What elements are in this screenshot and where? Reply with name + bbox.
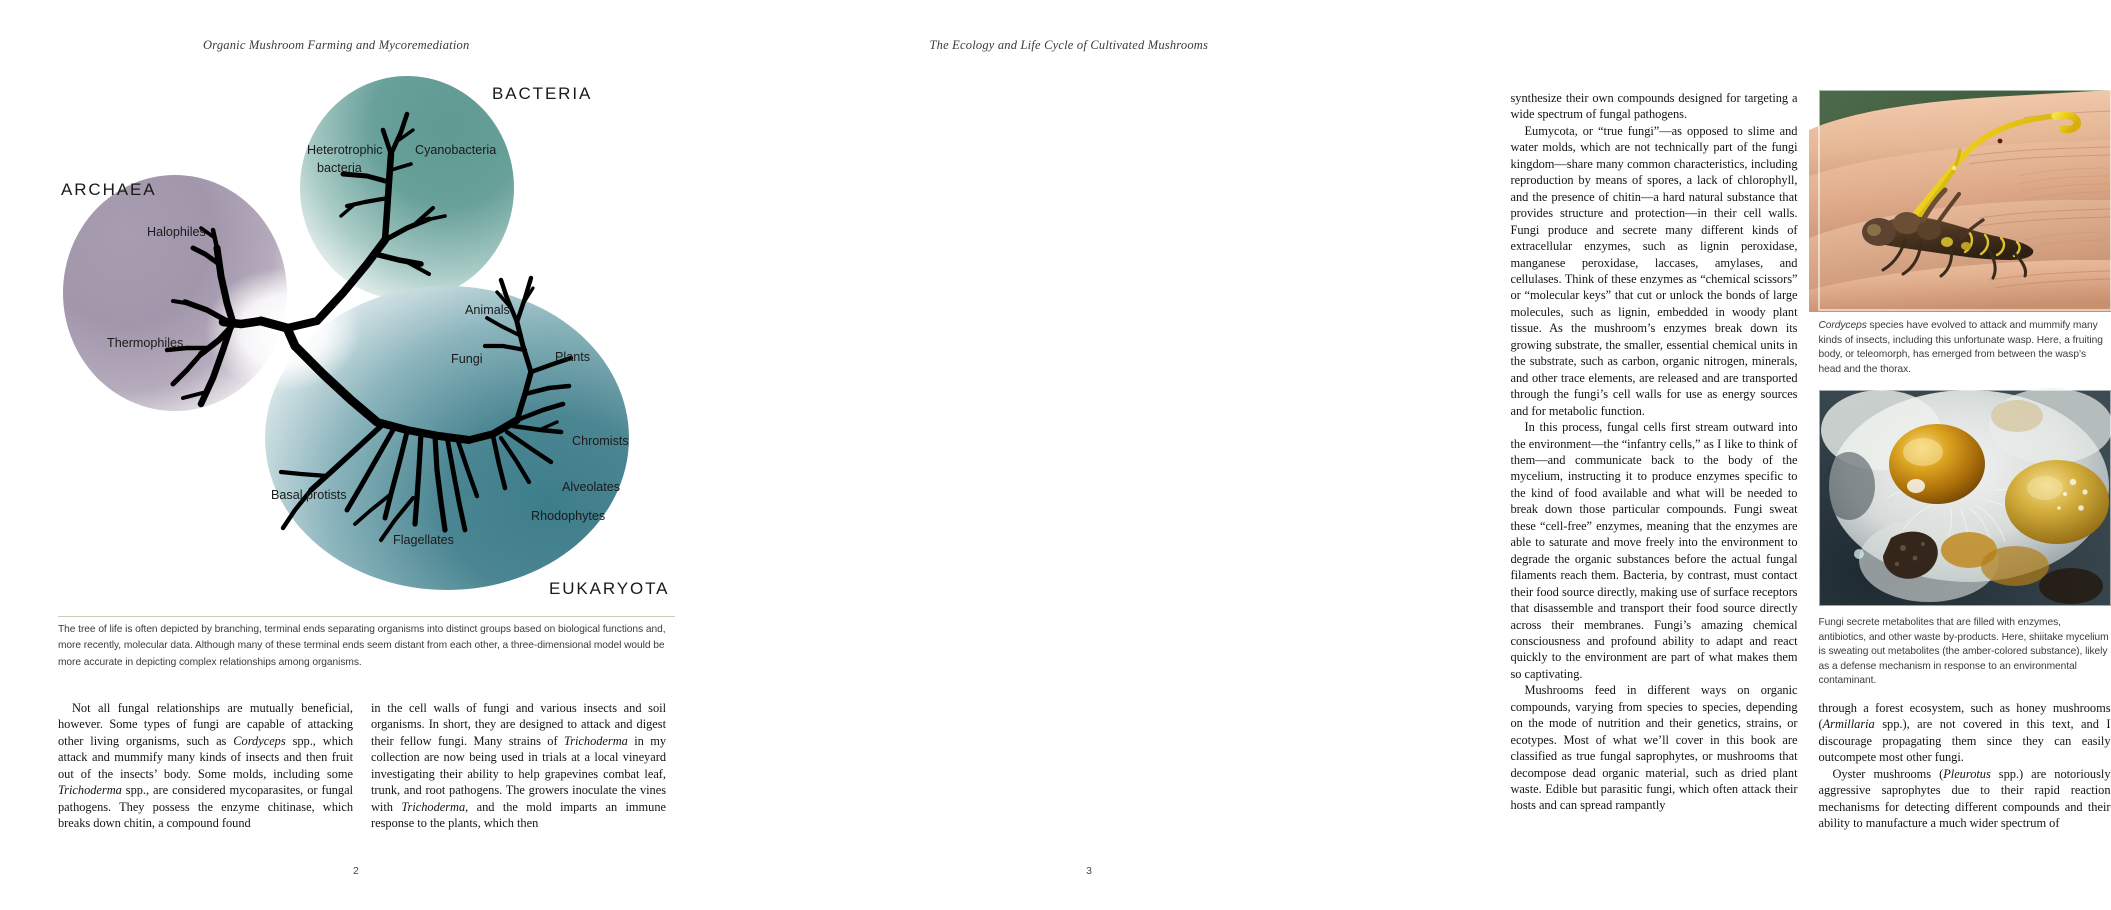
species-name-trichoderma: Trichoderma — [401, 799, 466, 814]
left-page — [0, 0, 723, 910]
page-number-right: 3 — [1086, 865, 1092, 877]
label-thermophiles: Thermophiles — [107, 336, 184, 350]
figure-caption: The tree of life is often depicted by branching, terminal ends separating organisms into distinct groups based on biological functions and, more recently, molecular data. Although many of these terminal ends seem distant from each other, a three-dimensional model would be more accurate in depicting complex relationships among organisms. — [58, 624, 666, 668]
cordyceps-photo-caption — [1819, 319, 2111, 377]
shiitake-metabolite-image — [1819, 390, 2111, 606]
label-alveolates: Alveolates — [562, 480, 621, 494]
species-name-trichoderma: Trichoderma — [58, 783, 122, 798]
label-heterotrophic-bacteria-line2: bacteria — [317, 161, 362, 175]
paragraph: Mushrooms feed in different ways on organic compounds, varying from species to species, depending on the mode of nutrition and their genetics, strains, or ecotypes. Most of what we’ll cover in this book are classified as true fungal saprophytes, or mushrooms that decompose dead organic material, such as dried plant waste. Edible but parasitic fungi, which often attack their hosts and can spread rampantly — [1510, 683, 1798, 813]
label-chromists: Chromists — [572, 434, 629, 448]
right-page-column-1 — [1511, 90, 1798, 814]
right-page-column-2 — [1819, 700, 2111, 832]
text-run: spp.) are notoriously aggressive saprophytes due to their rapid reaction mechanisms for detecting different compounds and their ability to manufacture a much wider spectrum of — [1818, 766, 2111, 831]
label-fungi: Fungi — [451, 352, 483, 366]
text-run: through a forest ecosystem, such as honey mushrooms ( — [1818, 701, 2111, 732]
figure-caption-rule — [58, 616, 675, 617]
label-plants: Plants — [555, 350, 591, 364]
shiitake-photo-caption: Fungi secrete metabolites that are filled with enzymes, antibiotics, and other waste by-products. Here, shiitake mycelium is sweating out metabolites (the amber-colored substance), likely as a defense mechanism in response to an environmental contaminant. — [1818, 617, 2109, 687]
page-number-left: 2 — [353, 865, 359, 877]
text-run: , and the mold imparts an immune response to the plants, which then — [371, 799, 667, 831]
species-name-trichoderma: Trichoderma — [564, 733, 628, 748]
tree-of-life-svg — [55, 78, 675, 598]
label-animals: Animals — [465, 303, 510, 317]
paragraph: synthesize their own compounds designed for targeting a wide spectrum of fungal pathogens. — [1510, 91, 1798, 122]
species-name-armillaria: Armillaria — [1822, 717, 1875, 732]
text-run: spp., are considered mycoparasites, or fungal pathogens. They possess the enzyme chitinase, which breaks down chitin, a compound found — [58, 783, 353, 831]
species-name-cordyceps: Cordyceps — [233, 733, 286, 748]
species-name-pleurotus: Pleurotus — [1943, 766, 1991, 781]
label-flagellates: Flagellates — [393, 533, 454, 547]
cordyceps-wasp-photo — [1819, 90, 2111, 310]
species-name-cordyceps: Cordyceps — [1818, 320, 1867, 331]
tree-of-life-figure — [55, 78, 675, 598]
paragraph: Eumycota, or “true fungi”—as opposed to slime and water molds, which are not technically part of the fungi kingdom—share many common characteristics, including reproduction by means of spores, a lack of chlorophyll, and the presence of chitin—a hard natural substance that provides structure and protection—in their cell walls. Fungi produce and secrete many different kinds of extracellular enzymes, such as lignin peroxidase, manganese peroxidase, laccases, amylases, and cellulases. Think of these enzymes as “chemical scissors” or “molecular keys” that cut or unlock the bonds of large molecules, such as lignin, embedded in woody plant tissue. As the mushroom’s enzymes break down its growing substrate, the smaller, essential chemical units in the substrate, such as carbon, organic nitrogen, minerals, and other trace elements, are released and are transported through the fungi’s cell walls for use as energy sources and for metabolic function. — [1510, 123, 1798, 418]
text-run: spp., which attack and mummify many kinds of insects and then fruit out of the insects’ body. Some molds, including some — [58, 733, 353, 781]
text-run: in the cell walls of fungi and various insects and soil organisms. In short, they are designed to attack and digest their fellow fungi. Many strains of — [371, 701, 666, 748]
paragraph: In this process, fungal cells first stream outward into the environment—the “infantry cells,” as I like to think of them—and communicate back to the body of the mycelium, instructing it to produce enzymes specific to the kind of food available and what will be needed to break down those particular compounds. Fungi sweat these “cell-free” enzymes, meaning that the enzymes are able to saturate and move freely into the environment to degrade the organic substances before the actual fungal filaments reach them. Bacteria, by contrast, must contact their food source directly, making use of surface receptors that disassemble and transport their food source directly across their membranes. Fungi’s amazing chemical consciousness and profound ability to adapt and react quickly to the environment are part of what makes them so captivating. — [1510, 420, 1798, 681]
label-archaea: ARCHAEA — [61, 180, 157, 199]
left-page-column-1 — [58, 700, 353, 832]
label-rhodophytes: Rhodophytes — [531, 509, 606, 523]
label-cyanobacteria: Cyanobacteria — [415, 143, 497, 157]
cordyceps-wasp-image — [1819, 90, 2111, 310]
label-heterotrophic-bacteria-line1: Heterotrophic — [307, 143, 383, 157]
paragraph — [58, 700, 353, 832]
text-run: spp.), are not covered in this text, and I discourage propagating them since they can easily outcompete most other fungi. — [1818, 717, 2111, 765]
text-run: species have evolved to attack and mummify many kinds of insects, including this unfortunate wasp. Here, a fruiting body, or teleomorph, has emerged from between the wasp’s head and the thorax. — [1818, 320, 2103, 375]
label-eukaryota: EUKARYOTA — [549, 579, 670, 598]
left-page-column-2 — [371, 700, 666, 832]
text-run: in my collection are now being used in trials at a local vineyard investigating their ability to help grapevines combat leaf, trunk, and root pathogens. The growers inoculate the vines with — [371, 733, 667, 814]
bacteria-circle — [300, 76, 514, 300]
running-head-right: The Ecology and Life Cycle of Cultivated Mushrooms — [929, 38, 1209, 52]
paragraph — [371, 700, 666, 832]
paragraph — [1819, 700, 2111, 766]
running-head-left: Organic Mushroom Farming and Mycoremediation — [203, 38, 470, 52]
label-halophiles: Halophiles — [147, 225, 206, 239]
label-bacteria: BACTERIA — [492, 84, 593, 103]
label-basal-protists: Basal protists — [271, 488, 347, 502]
right-page — [723, 0, 2111, 910]
shiitake-metabolite-photo — [1819, 390, 2111, 606]
paragraph — [1819, 766, 2111, 832]
text-run: Oyster mushrooms ( — [1832, 766, 1944, 781]
text-run: Not all fungal relationships are mutually beneficial, however. Some types of fungi are capable of attacking other living organisms, such as — [58, 701, 353, 748]
